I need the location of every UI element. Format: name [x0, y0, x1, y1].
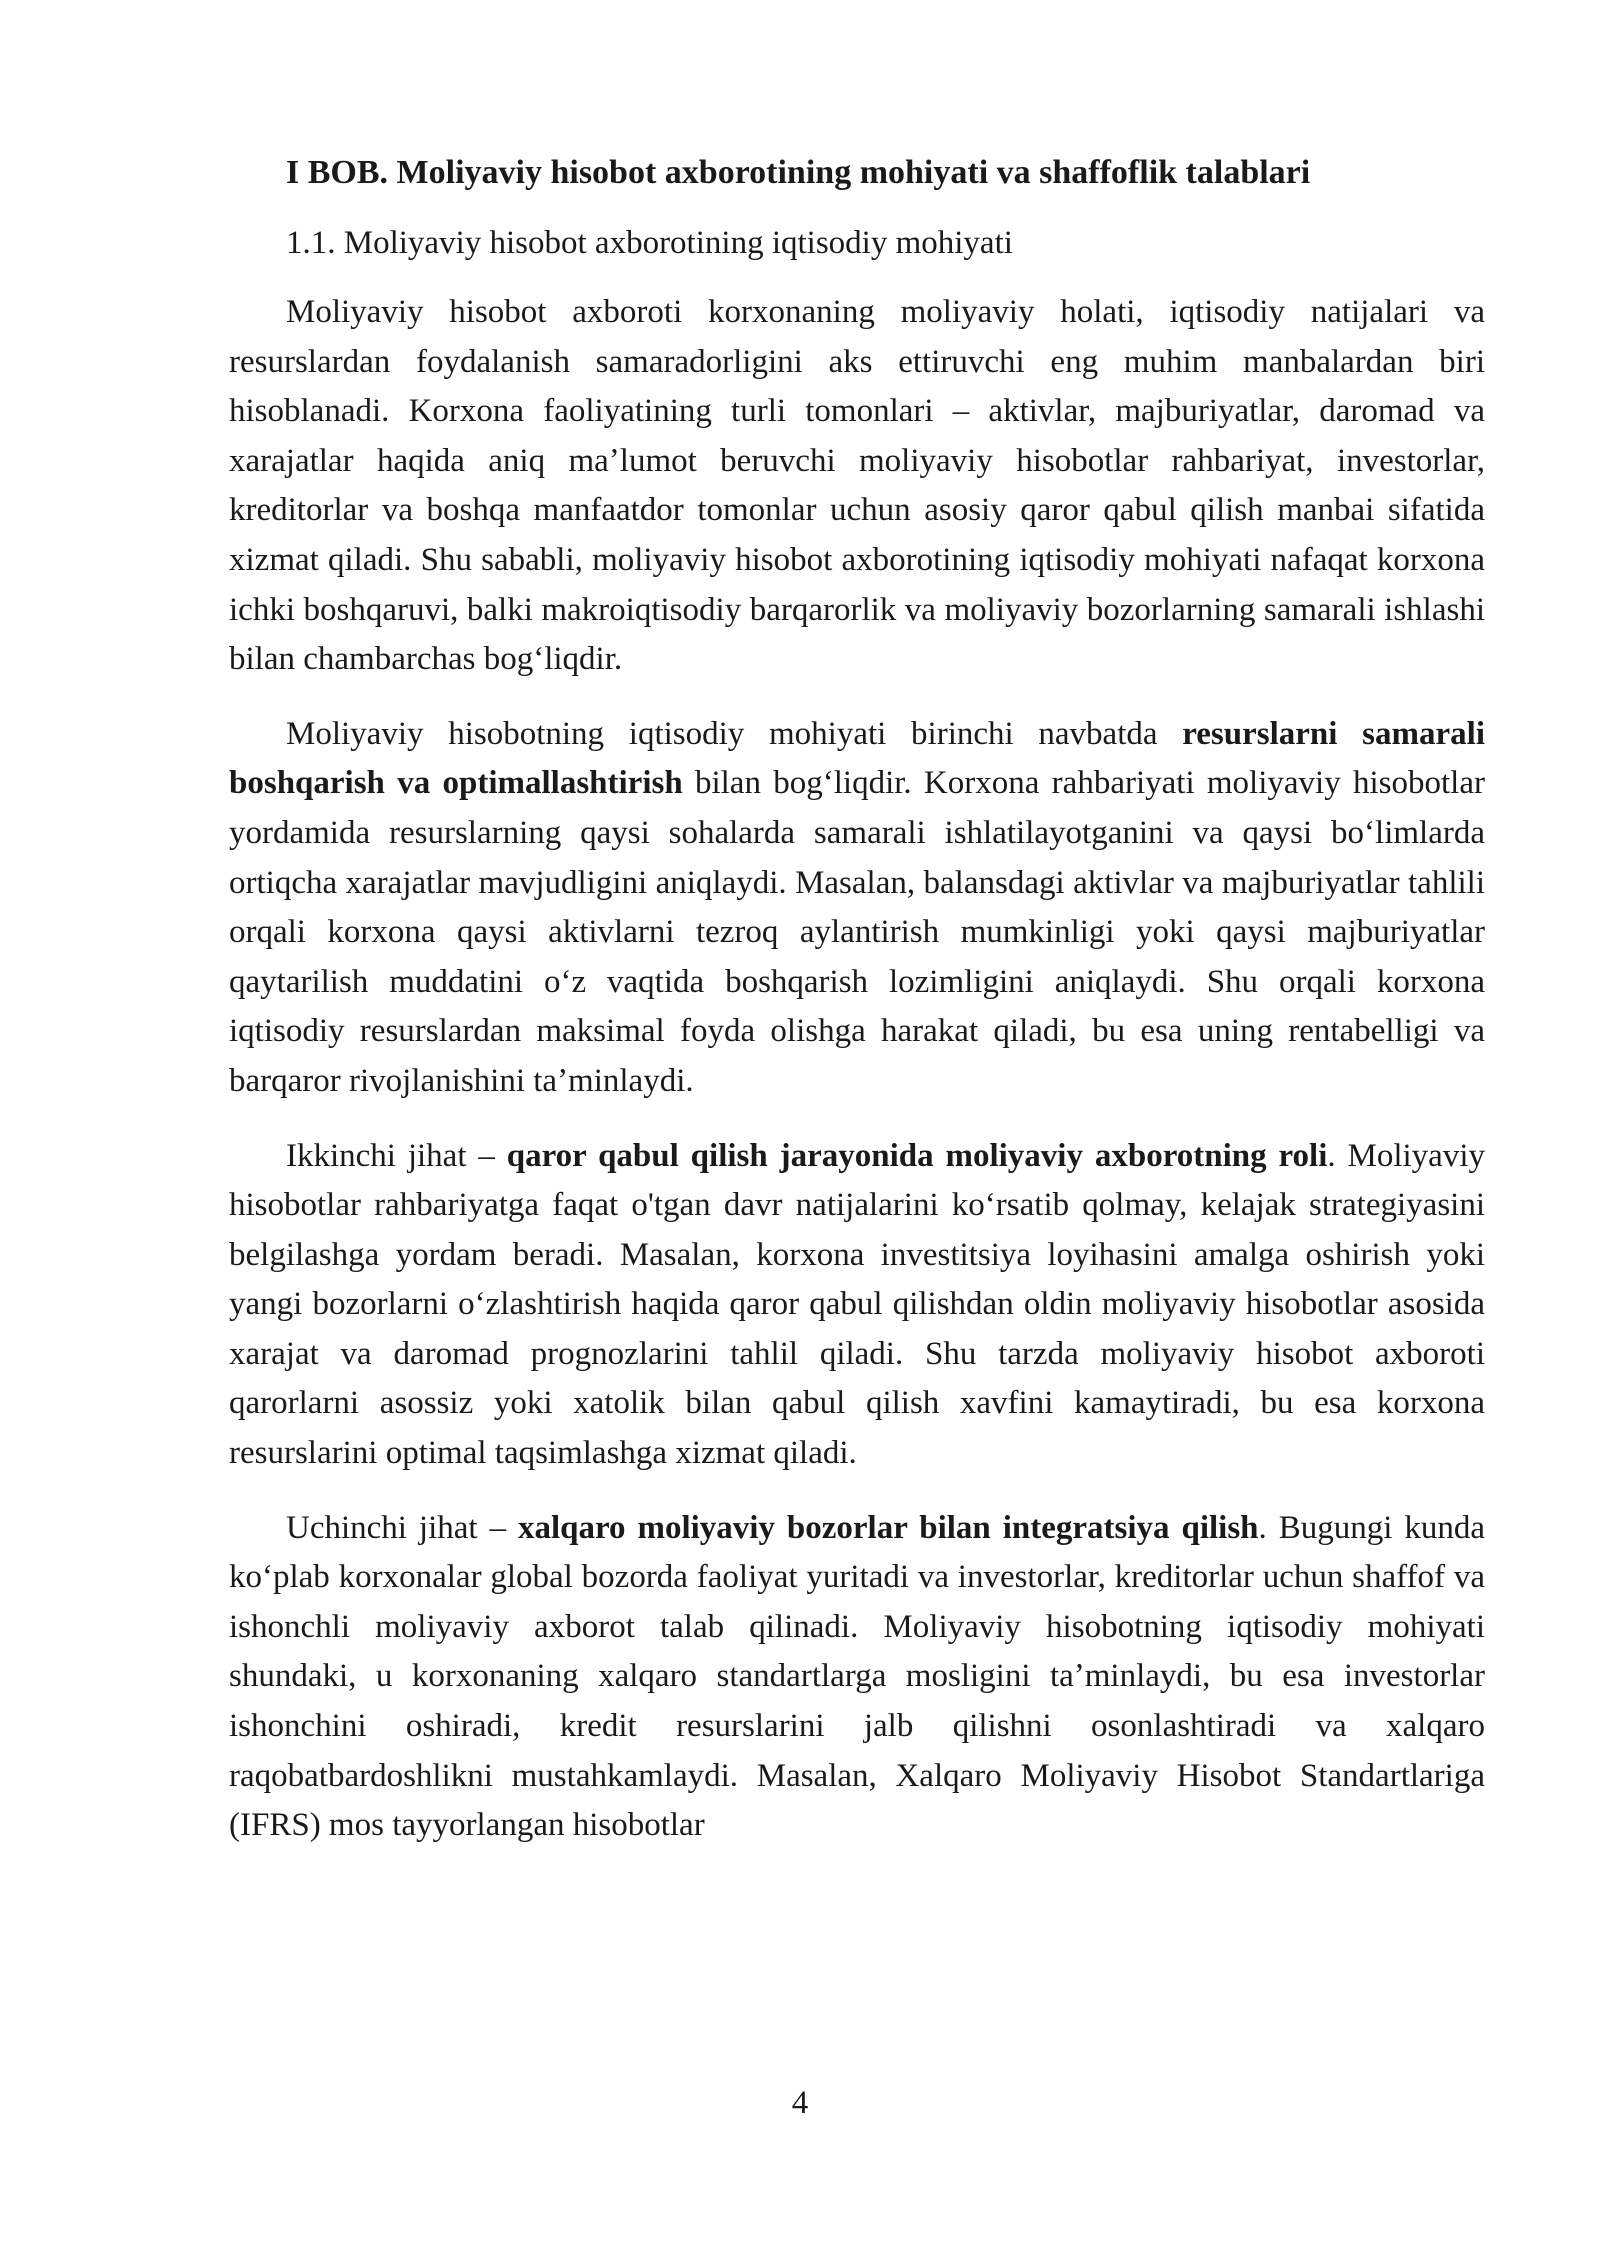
paragraph-3-emphasis: qaror qabul qilish jarayonida moliyaviy axborotning roli	[506, 1137, 1328, 1174]
paragraph-2-emphasis: resurslarni samarali boshqarish va optimallashtirish	[229, 715, 1485, 802]
paragraph-2-text-end: bilan bogʻliqdir. Korxona rahbariyati moliyaviy hisobotlar yordamida resurslarning qaysi sohalarda samarali ishlatilayotganini va qaysi boʻlimlarda ortiqcha xarajatlar mavjudligini aniqlaydi. Masalan, balansdagi aktivlar va majburiyatlar tahlili orqali korxona qaysi aktivlarni tezroq aylantirish mumkinligi yoki qaysi majburiyatlar qaytarilish muddatini oʻz vaqtida boshqarish lozimligini aniqlaydi. Shu orqali korxona iqtisodiy resurslardan maksimal foyda olishga harakat qiladi, bu esa uning rentabelligi va barqaror rivojlanishini taʼminlaydi.	[229, 765, 1485, 1099]
chapter-heading: I BOB. Moliyaviy hisobot axborotining mohiyati va shaffoflik talablari	[286, 154, 1311, 191]
page-body	[229, 148, 1485, 1851]
paragraph-4	[229, 1504, 1485, 1851]
paragraph-4-emphasis: xalqaro moliyaviy bozorlar bilan integratsiya qilish	[517, 1509, 1259, 1546]
paragraph-1: Moliyaviy hisobot axboroti korxonaning moliyaviy holati, iqtisodiy natijalari va resurslardan foydalanish samaradorligini aks ettiruvchi eng muhim manbalardan biri hisoblanadi. Korxona faoliyatining turli tomonlari – aktivlar, majburiyatlar, daromad va xarajatlar haqida aniq maʼlumot beruvchi moliyaviy hisobotlar rahbariyat, investorlar, kreditorlar va boshqa manfaatdor tomonlar uchun asosiy qaror qabul qilish manbai sifatida xizmat qiladi. Shu sababli, moliyaviy hisobot axborotining iqtisodiy mohiyati nafaqat korxona ichki boshqaruvi, balki makroiqtisodiy barqarorlik va moliyaviy bozorlarning samarali ishlashi bilan chambarchas bogʻliqdir.	[229, 294, 1485, 678]
paragraph-3-text-start: Ikkinchi jihat –	[286, 1137, 507, 1174]
page-number: 4	[791, 2085, 809, 2121]
paragraph-2	[229, 710, 1485, 1107]
paragraph-3-text-end: . Moliyaviy hisobotlar rahbariyatga faqat o'tgan davr natijalarini koʻrsatib qolmay, kelajak strategiyasini belgilashga yordam beradi. Masalan, korxona investitsiya loyihasini amalga oshirish yoki yangi bozorlarni oʻzlashtirish haqida qaror qabul qilishdan oldin moliyaviy hisobotlar asosida xarajat va daromad prognozlarini tahlil qiladi. Shu tarzda moliyaviy hisobot axboroti qarorlarni asossiz yoki xatolik bilan qabul qilish xavfini kamaytiradi, bu esa korxona resurslarini optimal taqsimlashga xizmat qiladi.	[229, 1137, 1485, 1472]
section-heading: 1.1. Moliyaviy hisobot axborotining iqtisodiy mohiyati	[286, 225, 1013, 261]
paragraph-2-text-start: Moliyaviy hisobotning iqtisodiy mohiyati birinchi navbatda	[286, 715, 1183, 752]
paragraph-4-text-start: Uchinchi jihat –	[286, 1509, 518, 1546]
paragraph-4-text-end: . Bugungi kunda koʻplab korxonalar global bozorda faoliyat yuritadi va investorlar, kreditorlar uchun shaffof va ishonchli moliyaviy axborot talab qilinadi. Moliyaviy hisobotning iqtisodiy mohiyati shundaki, u korxonaning xalqaro standartlarga mosligini taʼminlaydi, bu esa investorlar ishonchini oshiradi, kredit resurslarini jalb qilishni osonlashtiradi va xalqaro raqobatbardoshlikni mustahkamlaydi. Masalan, Xalqaro Moliyaviy Hisobot Standartlariga (IFRS) mos tayyorlangan hisobotlar	[229, 1509, 1485, 1844]
paragraph-3	[229, 1132, 1485, 1479]
